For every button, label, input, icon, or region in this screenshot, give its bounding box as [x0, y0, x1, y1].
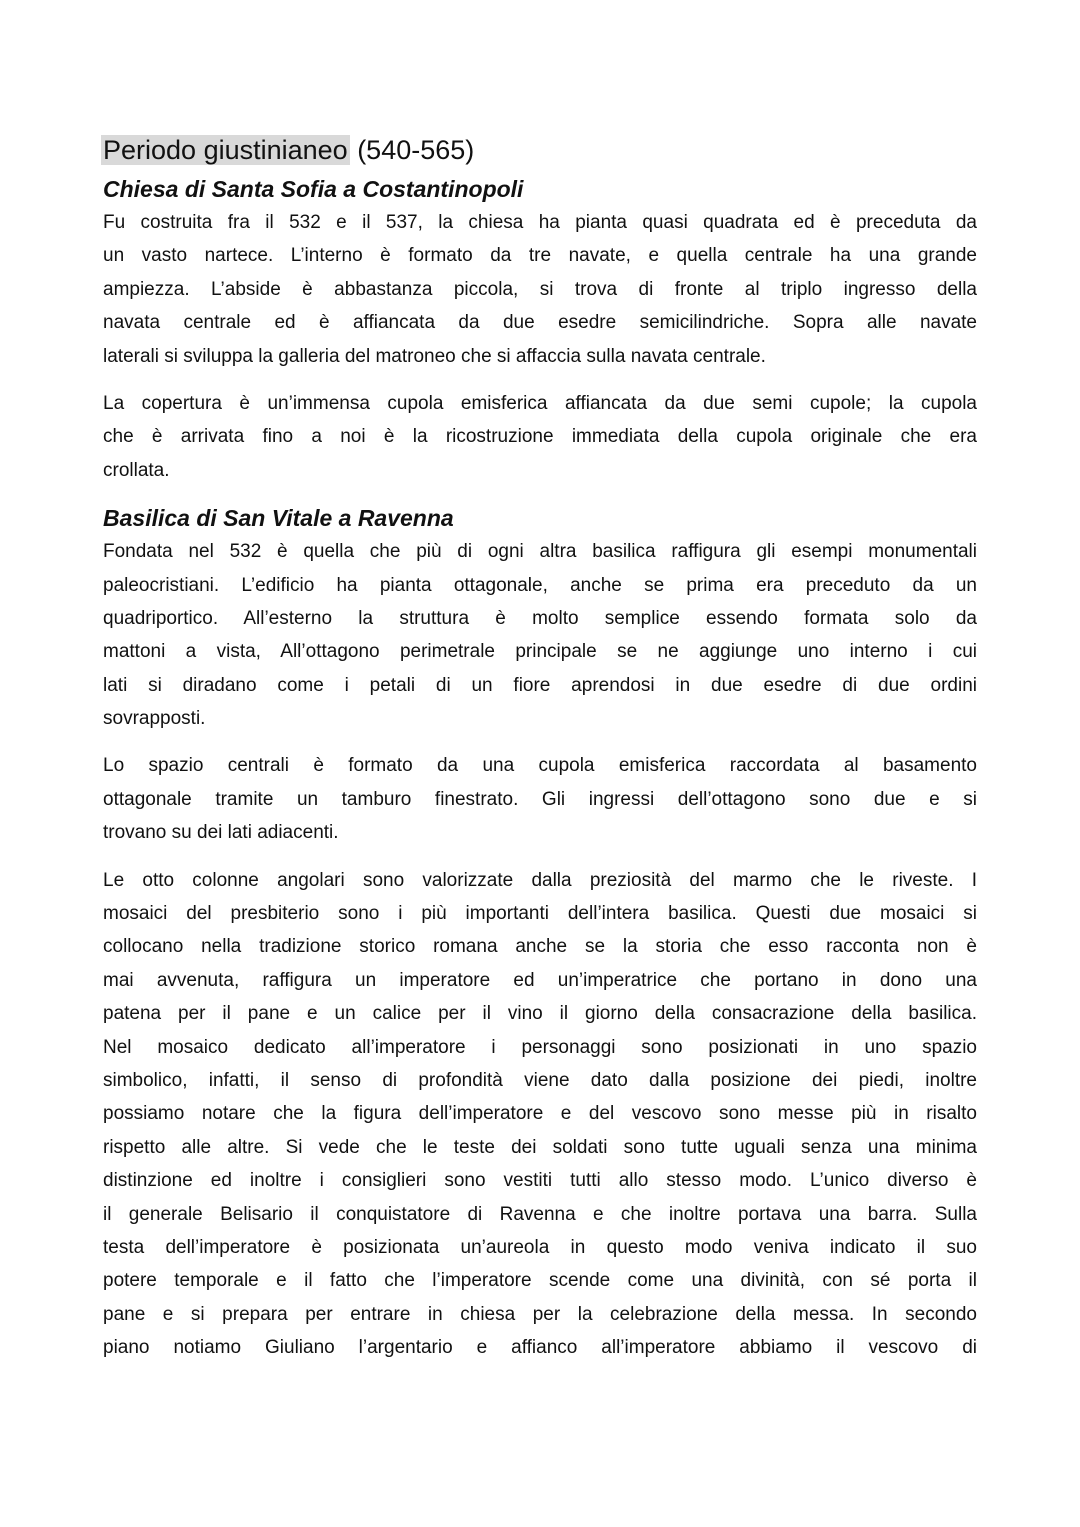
text-line: potere temporale e il fatto che l’imperatore scende come una divinità, con sé porta il	[103, 1270, 977, 1292]
paragraph	[103, 864, 977, 1365]
paragraph	[103, 206, 977, 373]
text-line: ampiezza. L’abside è abbastanza piccola, si trova di fronte al triplo ingresso della	[103, 278, 977, 300]
highlighted-heading-text: Periodo giustinianeo	[103, 135, 348, 165]
text-line: patena per il pane e un calice per il vino il giorno della consacrazione della basilica.	[103, 1003, 977, 1025]
paragraph	[103, 749, 977, 849]
text-line: paleocristiani. L’edificio ha pianta ottagonale, anche se prima era preceduto da un	[103, 574, 977, 596]
heading-date-range: (540-565)	[349, 135, 475, 165]
text-line: navata centrale ed è affiancata da due esedre semicilindriche. Sopra alle navate	[103, 312, 977, 334]
text-line: mattoni a vista, All’ottagono perimetrale principale se ne aggiunge uno interno i cui	[103, 641, 977, 663]
text-line: che è arrivata fino a noi è la ricostruzione immediata della cupola originale che era	[103, 426, 977, 448]
text-line: crollata.	[103, 459, 170, 481]
text-line: piano notiamo Giuliano l’argentario e affianco all’imperatore abbiamo il vescovo di	[103, 1337, 977, 1359]
text-line: mosaici del presbiterio sono i più importanti dell’intera basilica. Questi due mosaici si	[103, 903, 977, 925]
text-line: laterali si sviluppa la galleria del matroneo che si affaccia sulla navata centrale.	[103, 345, 766, 367]
page-heading	[101, 130, 977, 170]
text-line: Lo spazio centrali è formato da una cupola emisferica raccordata al basamento	[103, 755, 977, 777]
text-line: distinzione ed inoltre i consiglieri sono vestiti tutti allo stesso modo. L’unico diverso è	[103, 1170, 977, 1192]
paragraph	[103, 387, 977, 487]
text-line: possiamo notare che la figura dell’imperatore e del vescovo sono messe più in risalto	[103, 1103, 977, 1125]
text-line: testa dell’imperatore è posizionata un’aureola in questo modo veniva indicato il suo	[103, 1236, 977, 1258]
text-line: quadriportico. All’esterno la struttura è molto semplice essendo formata solo da	[103, 607, 977, 629]
section-title: Basilica di San Vitale a Ravenna	[103, 505, 454, 532]
text-line: il generale Belisario il conquistatore di Ravenna e che inoltre portava una barra. Sulla	[103, 1203, 977, 1225]
text-line: trovano su dei lati adiacenti.	[103, 822, 339, 844]
text-line: un vasto nartece. L’interno è formato da tre navate, e quella centrale ha una grande	[103, 245, 977, 267]
text-line: Fu costruita fra il 532 e il 537, la chiesa ha pianta quasi quadrata ed è preceduta da	[103, 212, 977, 233]
text-line: sovrapposti.	[103, 708, 206, 730]
text-line: ottagonale tramite un tamburo finestrato. Gli ingressi dell’ottagono sono due e si	[103, 788, 977, 810]
text-line: lati si diradano come i petali di un fiore aprendosi in due esedre di due ordini	[103, 674, 977, 696]
text-line: collocano nella tradizione storico romana anche se la storia che esso racconta non è	[103, 936, 977, 958]
text-line: rispetto alle altre. Si vede che le teste dei soldati sono tutte uguali senza una minima	[103, 1136, 977, 1158]
paragraph	[103, 535, 977, 735]
text-line: La copertura è un’immensa cupola emisferica affiancata da due semi cupole; la cupola	[103, 392, 977, 414]
text-line: pane e si prepara per entrare in chiesa per la celebrazione della messa. In secondo	[103, 1303, 977, 1325]
text-line: mai avvenuta, raffigura un imperatore ed un’imperatrice che portano in dono una	[103, 969, 977, 991]
text-line: Fondata nel 532 è quella che più di ogni altra basilica raffigura gli esempi monumentali	[103, 541, 977, 563]
sections	[103, 172, 977, 1365]
document-page	[103, 130, 977, 1379]
text-line: Le otto colonne angolari sono valorizzate dalla preziosità del marmo che le riveste. I	[103, 869, 977, 891]
text-line: Nel mosaico dedicato all’imperatore i personaggi sono posizionati in uno spazio	[103, 1036, 977, 1058]
section-title: Chiesa di Santa Sofia a Costantinopoli	[103, 176, 524, 202]
text-line: simbolico, infatti, il senso di profondità viene dato dalla posizione dei piedi, inoltre	[103, 1069, 977, 1091]
